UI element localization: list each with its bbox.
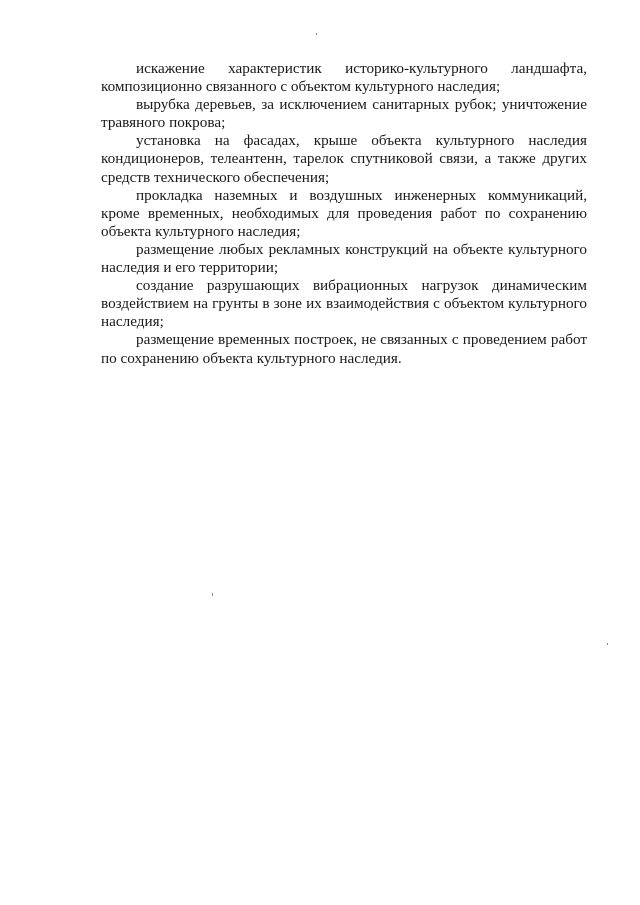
paragraph-advertising: размещение любых рекламных конструкций на объекте культурного наследия и его территории;	[101, 240, 587, 277]
paragraph-facade-equipment: установка на фасадах, крыше объекта культурного наследия кондиционеров, телеантенн, тарелок спутниковой связи, а также других средств технического обеспечения;	[101, 132, 587, 186]
paragraph-temporary-buildings: размещение временных построек, не связанных с проведением работ по сохранению объекта культурного наследия.	[101, 331, 587, 367]
document-body	[101, 60, 587, 368]
paragraph-landscape-distortion: искажение характеристик историко-культурного ландшафта, композиционно связанного с объектом культурного наследия;	[101, 60, 587, 96]
scan-speck	[607, 643, 608, 645]
paragraph-vibration-loads: создание разрушающих вибрационных нагрузок динамическим воздействием на грунты в зоне их взаимодействия с объектом культурного наследия;	[101, 277, 587, 331]
scan-speck	[316, 33, 317, 35]
paragraph-utilities: прокладка наземных и воздушных инженерных коммуникаций, кроме временных, необходимых для проведения работ по сохранению объекта культурного наследия;	[101, 186, 587, 240]
scan-speck	[212, 593, 213, 596]
paragraph-tree-felling: вырубка деревьев, за исключением санитарных рубок; уничтожение травяного покрова;	[101, 96, 587, 132]
